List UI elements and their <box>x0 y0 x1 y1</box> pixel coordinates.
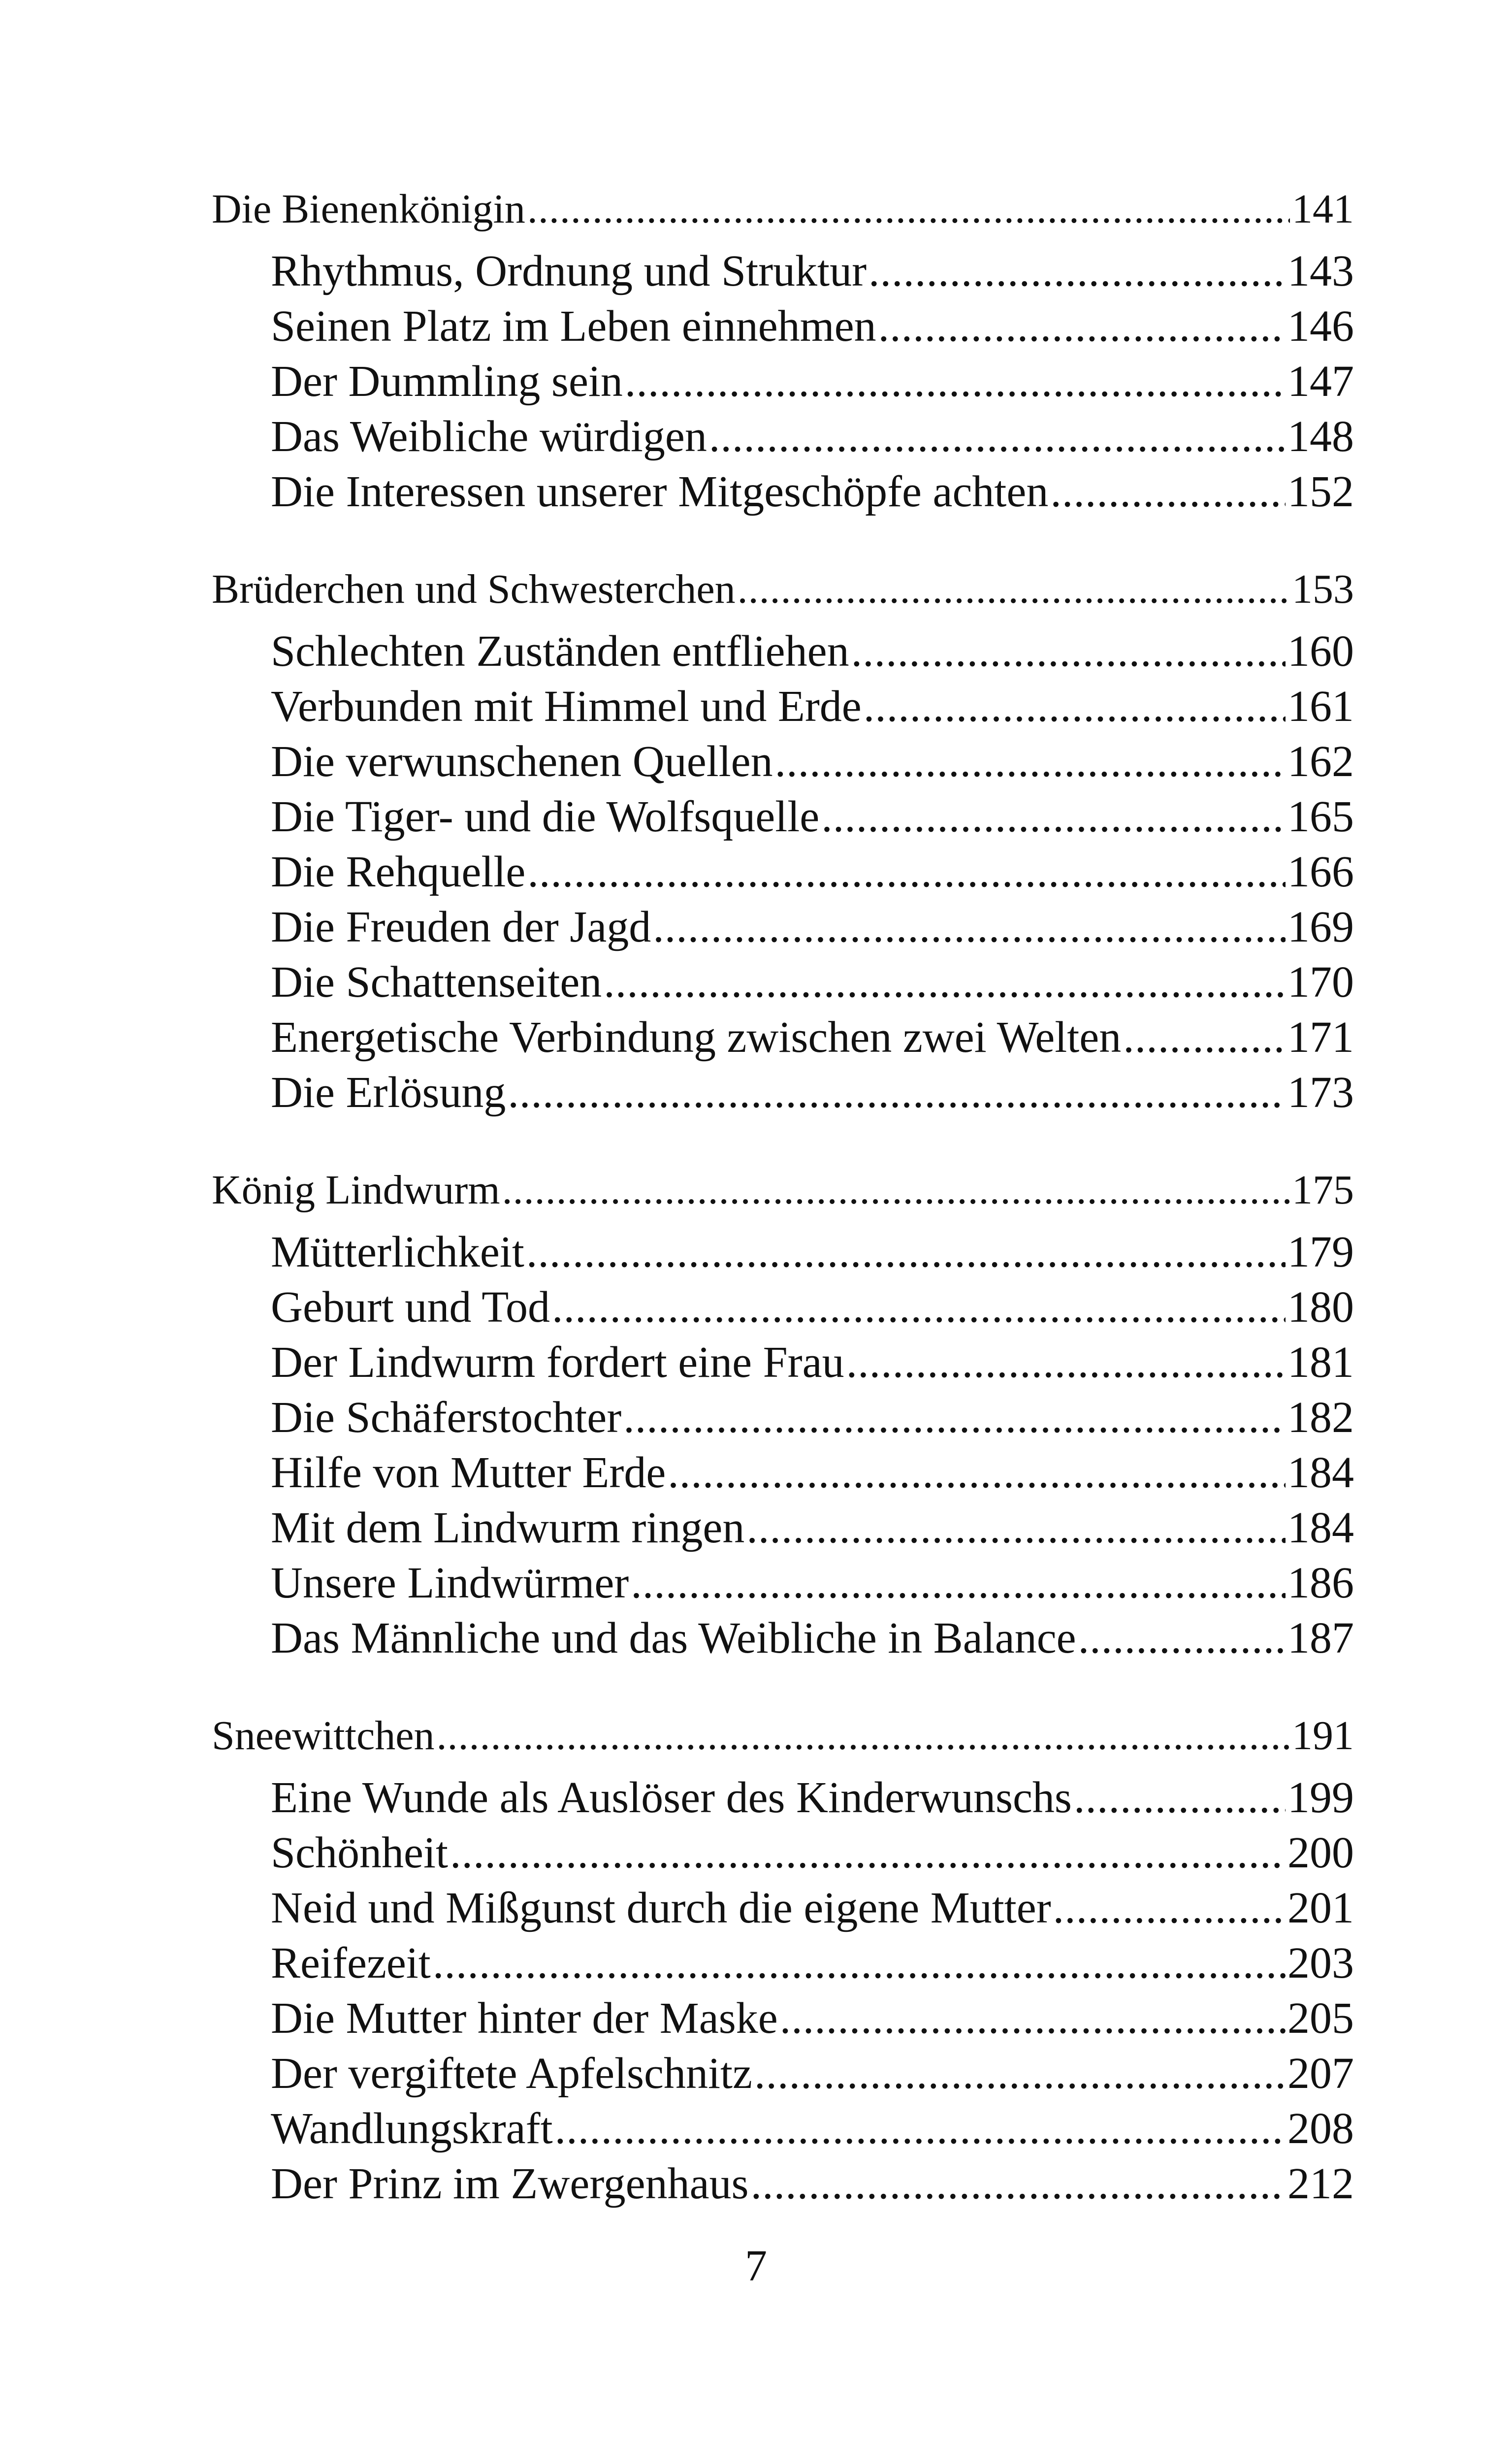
subchapter-entry <box>212 734 1354 789</box>
dot-leader <box>754 2046 1286 2101</box>
chapter-page-number: 191 <box>1292 1713 1354 1759</box>
subchapter-entry <box>212 1770 1354 1825</box>
subchapter-title: Die Rehquelle <box>271 847 526 896</box>
subchapter-page-number: 166 <box>1287 847 1354 896</box>
dot-leader <box>668 1445 1286 1500</box>
subchapter-entry <box>212 2156 1354 2212</box>
subchapter-entry <box>212 2101 1354 2156</box>
subchapter-page-number: 181 <box>1287 1338 1354 1387</box>
subchapter-entry <box>212 2046 1354 2101</box>
subchapter-page-number: 162 <box>1287 737 1354 786</box>
subchapter-entry <box>212 1936 1354 1991</box>
subchapter-title: Schlechten Zuständen entfliehen <box>271 627 849 676</box>
subchapter-title: Energetische Verbindung zwischen zwei Welten <box>271 1013 1122 1062</box>
subchapter-page-number: 170 <box>1287 958 1354 1007</box>
subchapter-title: Die Interessen unserer Mitgeschöpfe achten <box>271 467 1049 516</box>
dot-leader <box>508 1065 1286 1120</box>
subchapter-page-number: 143 <box>1287 247 1354 295</box>
subchapter-page-number: 146 <box>1287 302 1354 351</box>
dot-leader <box>869 244 1286 299</box>
chapter-page-number: 175 <box>1292 1167 1354 1213</box>
dot-leader <box>1123 1010 1286 1065</box>
subchapter-page-number: 152 <box>1287 467 1354 516</box>
subchapter-entry <box>212 624 1354 679</box>
subchapter-title: Mütterlichkeit <box>271 1228 524 1276</box>
subchapter-title: Die Freuden der Jagd <box>271 903 651 951</box>
subchapter-entry <box>212 1335 1354 1390</box>
subchapter-entry <box>212 789 1354 845</box>
subchapter-entry <box>212 244 1354 299</box>
subchapter-title: Seinen Platz im Leben einnehmen <box>271 302 876 351</box>
subchapter-entry <box>212 1611 1354 1666</box>
subchapter-page-number: 147 <box>1287 357 1354 406</box>
dot-leader <box>709 409 1286 464</box>
dot-leader <box>450 1825 1286 1881</box>
subchapter-page-number: 212 <box>1287 2159 1354 2208</box>
dot-leader <box>878 299 1286 354</box>
dot-leader <box>1050 464 1286 520</box>
subchapter-entry <box>212 1881 1354 1936</box>
dot-leader <box>821 789 1286 845</box>
subchapter-entry <box>212 1065 1354 1120</box>
chapter-entry <box>212 1701 1354 1770</box>
subchapter-entry <box>212 354 1354 409</box>
subchapter-entry <box>212 900 1354 955</box>
dot-leader <box>864 679 1286 734</box>
subchapter-entry <box>212 1225 1354 1280</box>
subchapter-page-number: 148 <box>1287 412 1354 461</box>
dot-leader <box>623 1390 1286 1445</box>
subchapter-title: Das Männliche und das Weibliche in Balance <box>271 1614 1076 1662</box>
subchapter-page-number: 184 <box>1287 1448 1354 1497</box>
dot-leader <box>527 175 1290 244</box>
subchapter-title: Schönheit <box>271 1828 448 1877</box>
dot-leader <box>738 555 1290 624</box>
table-of-contents <box>212 175 1354 2247</box>
dot-leader <box>527 845 1286 900</box>
subchapter-entry <box>212 955 1354 1010</box>
subchapter-title: Die Tiger- und die Wolfsquelle <box>271 792 820 841</box>
subchapter-title: Die verwunschenen Quellen <box>271 737 773 786</box>
subchapter-title: Rhythmus, Ordnung und Struktur <box>271 247 867 295</box>
toc-section <box>212 175 1354 520</box>
dot-leader <box>746 1500 1286 1556</box>
subchapter-title: Der Dummling sein <box>271 357 623 406</box>
subchapter-page-number: 187 <box>1287 1614 1354 1662</box>
dot-leader <box>851 624 1286 679</box>
subchapter-page-number: 179 <box>1287 1228 1354 1276</box>
subchapter-entry <box>212 1500 1354 1556</box>
subchapter-page-number: 208 <box>1287 2104 1354 2153</box>
dot-leader <box>751 2156 1286 2212</box>
subchapter-title: Der vergiftete Apfelschnitz <box>271 2049 752 2098</box>
dot-leader <box>625 354 1286 409</box>
subchapter-page-number: 205 <box>1287 1994 1354 2043</box>
dot-leader <box>780 1991 1286 2046</box>
subchapter-title: Eine Wunde als Auslöser des Kinderwunschs <box>271 1773 1072 1822</box>
dot-leader <box>437 1701 1290 1770</box>
chapter-page-number: 141 <box>1292 186 1354 232</box>
dot-leader <box>552 1280 1286 1335</box>
subchapter-page-number: 200 <box>1287 1828 1354 1877</box>
dot-leader <box>846 1335 1286 1390</box>
subchapter-page-number: 182 <box>1287 1393 1354 1442</box>
toc-section <box>212 555 1354 1120</box>
chapter-entry <box>212 175 1354 244</box>
subchapter-page-number: 180 <box>1287 1283 1354 1332</box>
subchapter-page-number: 201 <box>1287 1884 1354 1932</box>
dot-leader <box>1074 1770 1286 1825</box>
dot-leader <box>604 955 1286 1010</box>
page-number: 7 <box>745 2242 767 2290</box>
dot-leader <box>433 1936 1286 1991</box>
dot-leader <box>502 1156 1290 1225</box>
subchapter-page-number: 186 <box>1287 1559 1354 1607</box>
subchapter-page-number: 199 <box>1287 1773 1354 1822</box>
dot-leader <box>653 900 1286 955</box>
subchapter-title: Hilfe von Mutter Erde <box>271 1448 666 1497</box>
subchapter-entry <box>212 464 1354 520</box>
chapter-title: Sneewittchen <box>212 1713 435 1759</box>
toc-section <box>212 1156 1354 1666</box>
subchapter-title: Die Schäferstochter <box>271 1393 622 1442</box>
subchapter-title: Mit dem Lindwurm ringen <box>271 1503 745 1552</box>
subchapter-title: Das Weibliche würdigen <box>271 412 707 461</box>
chapter-page-number: 153 <box>1292 566 1354 612</box>
subchapter-title: Neid und Mißgunst durch die eigene Mutter <box>271 1884 1051 1932</box>
subchapter-page-number: 165 <box>1287 792 1354 841</box>
subchapter-title: Verbunden mit Himmel und Erde <box>271 682 862 731</box>
subchapter-entry <box>212 1991 1354 2046</box>
dot-leader <box>555 2101 1286 2156</box>
chapter-title: Die Bienenkönigin <box>212 186 525 232</box>
subchapter-entry <box>212 1445 1354 1500</box>
subchapter-page-number: 184 <box>1287 1503 1354 1552</box>
dot-leader <box>1078 1611 1286 1666</box>
subchapter-entry <box>212 845 1354 900</box>
subchapter-entry <box>212 1390 1354 1445</box>
dot-leader <box>775 734 1286 789</box>
subchapter-title: Geburt und Tod <box>271 1283 550 1332</box>
subchapter-page-number: 173 <box>1287 1068 1354 1117</box>
dot-leader <box>631 1556 1286 1611</box>
subchapter-page-number: 207 <box>1287 2049 1354 2098</box>
subchapter-title: Unsere Lindwürmer <box>271 1559 629 1607</box>
subchapter-title: Der Prinz im Zwergenhaus <box>271 2159 749 2208</box>
subchapter-title: Die Schattenseiten <box>271 958 602 1007</box>
toc-section <box>212 1701 1354 2212</box>
subchapter-entry <box>212 409 1354 464</box>
chapter-title: Brüderchen und Schwesterchen <box>212 566 736 612</box>
subchapter-page-number: 161 <box>1287 682 1354 731</box>
subchapter-entry <box>212 1825 1354 1881</box>
subchapter-page-number: 203 <box>1287 1939 1354 1987</box>
subchapter-entry <box>212 299 1354 354</box>
subchapter-title: Die Erlösung <box>271 1068 506 1117</box>
subchapter-page-number: 171 <box>1287 1013 1354 1062</box>
subchapter-page-number: 160 <box>1287 627 1354 676</box>
subchapter-title: Der Lindwurm fordert eine Frau <box>271 1338 844 1387</box>
dot-leader <box>1053 1881 1286 1936</box>
subchapter-title: Wandlungskraft <box>271 2104 553 2153</box>
chapter-entry <box>212 1156 1354 1225</box>
dot-leader <box>526 1225 1286 1280</box>
subchapter-title: Die Mutter hinter der Maske <box>271 1994 778 2043</box>
subchapter-entry <box>212 1280 1354 1335</box>
subchapter-entry <box>212 1010 1354 1065</box>
chapter-entry <box>212 555 1354 624</box>
subchapter-title: Reifezeit <box>271 1939 431 1987</box>
subchapter-entry <box>212 679 1354 734</box>
subchapter-page-number: 169 <box>1287 903 1354 951</box>
chapter-title: König Lindwurm <box>212 1167 500 1213</box>
subchapter-entry <box>212 1556 1354 1611</box>
